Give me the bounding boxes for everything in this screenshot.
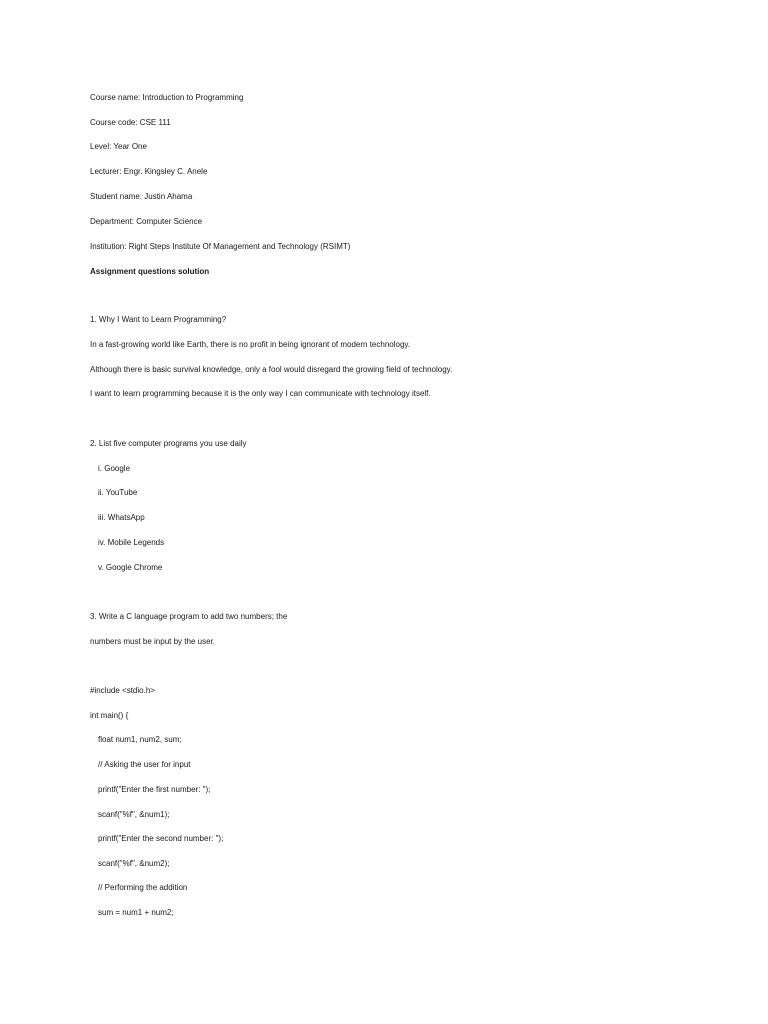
q1-answer-line: In a fast-growing world like Earth, there is no profit in being ignorant of modern technology.: [90, 340, 411, 349]
code-line: int main() {: [90, 711, 129, 720]
code-line: printf("Enter the first number: ");: [98, 785, 211, 794]
code-line: scanf("%f", &num1);: [98, 810, 170, 819]
institution: Institution: Right Steps Institute Of Management and Technology (RSIMT): [90, 242, 351, 251]
q2-list-item: ii. YouTube: [98, 488, 138, 497]
q2-list-item: iii. WhatsApp: [98, 513, 145, 522]
code-line: // Asking the user for input: [98, 760, 191, 769]
code-line: float num1, num2, sum;: [98, 735, 182, 744]
q2-list-item: iv. Mobile Legends: [98, 538, 165, 547]
q2-list-item: i. Google: [98, 464, 131, 473]
code-line: printf("Enter the second number: ");: [98, 834, 224, 843]
q2-question: 2. List five computer programs you use daily: [90, 439, 247, 448]
q1-answer-line: I want to learn programming because it is the only way I can communicate with technology itself.: [90, 389, 431, 398]
code-line: // Performing the addition: [98, 883, 188, 892]
level: Level: Year One: [90, 142, 147, 151]
department: Department: Computer Science: [90, 217, 203, 226]
course-name: Course name: Introduction to Programming: [90, 93, 244, 102]
q1-answer-line: Although there is basic survival knowledge, only a fool would disregard the growing field of technology.: [90, 365, 453, 374]
q3-question-line: 3. Write a C language program to add two numbers; the: [90, 612, 288, 621]
code-line: sum = num1 + num2;: [98, 908, 174, 917]
code-line: scanf("%f", &num2);: [98, 859, 170, 868]
student-name: Student name: Justin Ahama: [90, 192, 193, 201]
code-line: #include <stdio.h>: [90, 686, 155, 695]
q1-question: 1. Why I Want to Learn Programming?: [90, 315, 227, 324]
assignment-title: Assignment questions solution: [90, 267, 210, 276]
q2-list-item: v. Google Chrome: [98, 563, 163, 572]
lecturer: Lecturer: Engr. Kingsley C. Anele: [90, 167, 208, 176]
q3-question-line: numbers must be input by the user.: [90, 637, 215, 646]
course-code: Course code: CSE 111: [90, 118, 171, 127]
